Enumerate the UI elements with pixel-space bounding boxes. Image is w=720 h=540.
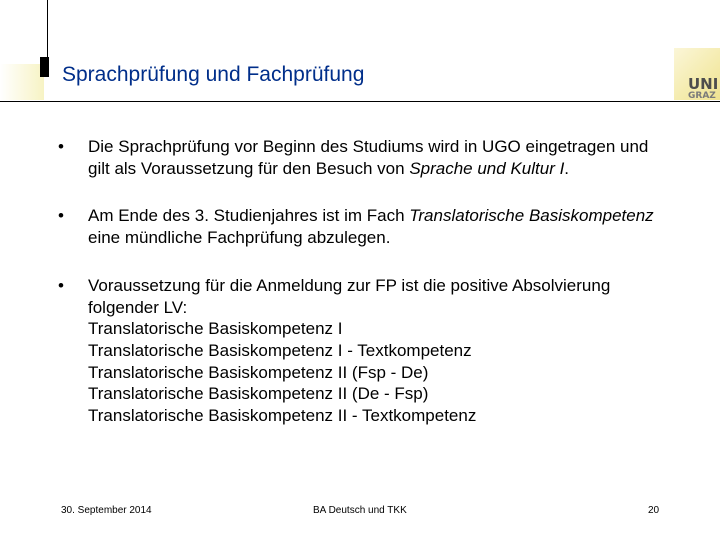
course-line: Translatorische Basiskompetenz I - Textkompetenz [88,340,472,360]
header-divider [0,101,720,102]
bullet-text-segment: Die Sprachprüfung vor Beginn des Studiums wird in UGO eingetragen und gilt als Voraussetzung für den Besuch von [88,137,649,178]
bullet-marker: • [58,137,64,156]
bullet-marker: • [58,206,64,226]
bullet-text-segment: eine mündliche Fachprüfung abzulegen. [88,228,391,248]
slide-title: Sprachprüfung und Fachprüfung [62,63,365,86]
page-number: 20 [648,505,660,516]
bullet-text-segment: . [564,158,570,178]
course-line: Translatorische Basiskompetenz II - Textkompetenz [88,406,477,426]
course-line: Translatorische Basiskompetenz II (Fsp - De) [88,362,429,382]
bullet-text-italic: Sprache und Kultur I [409,158,565,178]
course-line: Translatorische Basiskompetenz I [88,319,343,339]
header-vertical-line [47,0,48,57]
university-logo [674,48,720,100]
bullet-item [58,275,658,427]
bullet-marker: • [58,275,64,295]
bullet-text-segment: Am Ende des 3. Studienjahres ist im Fach [88,206,410,226]
bullet-text-italic: Translatorische Basiskompetenz [409,206,654,226]
slide-content [58,136,658,453]
course-line: Translatorische Basiskompetenz II (De - Fsp) [88,384,429,404]
bullet-text [88,205,658,248]
bullet-text [88,136,658,179]
header-accent-gradient [0,64,44,100]
header-accent-block [40,57,49,77]
bullet-text [88,275,658,427]
logo-subtext: GRAZ [688,91,716,100]
footer-center-text: BA Deutsch und TKK [313,505,407,516]
logo-text: UNI [688,75,719,93]
footer-date: 30. September 2014 [61,505,152,516]
bullet-item [58,205,658,248]
bullet-item [58,136,658,179]
bullet-text-segment: Voraussetzung für die Anmeldung zur FP ist die positive Absolvierung folgender LV: [88,275,611,317]
